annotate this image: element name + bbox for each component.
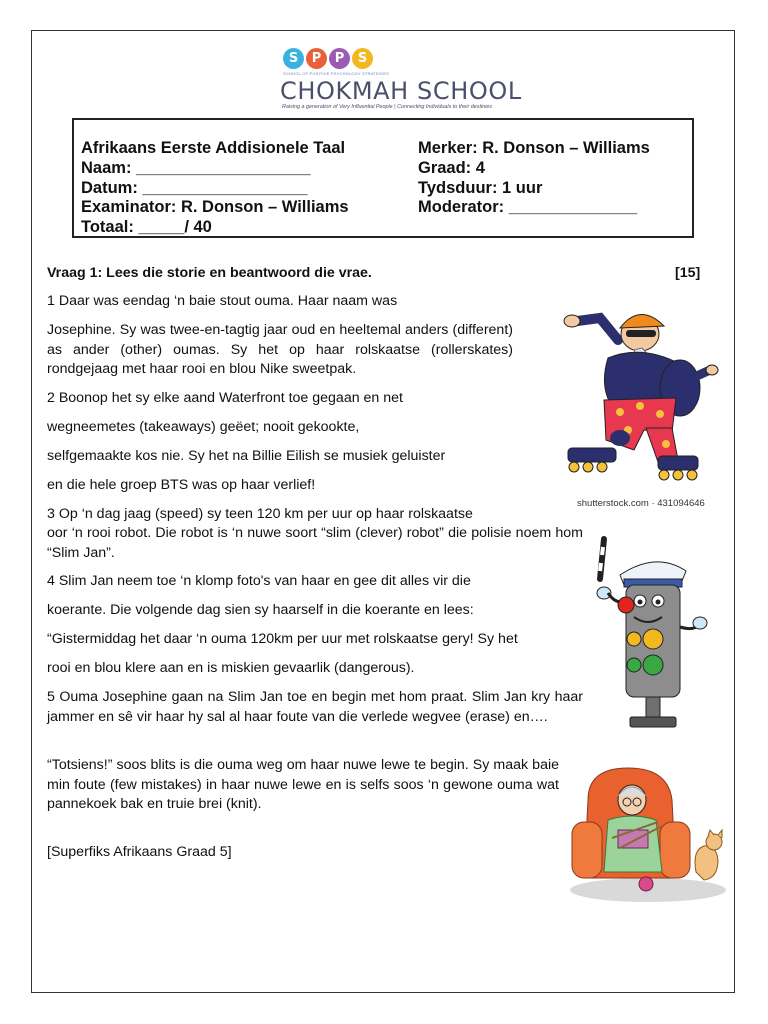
story-p5-block: 5 Ouma Josephine gaan na Slim Jan toe en begin met hom praat. Slim Jan kry haar jammer en sê vir haar hy sal al haar foute van die verlede wegvee (erase) en…. (47, 689, 583, 725)
logo-letter-4: S (352, 48, 373, 69)
knitting-granny-illustration (568, 760, 730, 905)
logo-small-text: SCHOOL OF POSITIVE PSYCHOLOGY STRATEGIES (283, 71, 390, 76)
roller-skating-granny-illustration (560, 300, 730, 490)
school-tagline: Raising a generation of Very Influential People | Connecting Individuals to their destinies (282, 104, 493, 110)
story-p1-line1: 1 Daar was eendag ‘n baie stout ouma. Haar naam was (47, 293, 398, 309)
traffic-light-robot-illustration (590, 535, 715, 730)
question-title: Vraag 1: Lees die storie en beantwoord die vrae. (47, 265, 372, 281)
image-credit: shutterstock.com · 431094646 (577, 498, 705, 509)
header-left-column (81, 139, 349, 238)
story-p3-line1: 3 Op ‘n dag jaag (speed) sy teen 120 km per uur op haar rolskaatse (47, 506, 473, 522)
moderator-field: Moderator: ______________ (418, 198, 638, 217)
story-p1-block: Josephine. Sy was twee-en-tagtig jaar oud en heeltemal anders (different) as ander (other) oumas. Sy het op haar rolskaatse (rollerskates) rondgejaag met haar rooi en blou Nike sweetpak. (47, 322, 513, 378)
story-p3-block: oor ‘n rooi robot. Die robot is ‘n nuwe soort “slim (clever) robot” die polisie noem hom “Slim Jan”. (47, 525, 583, 561)
duration-field: Tydsduur: 1 uur (418, 178, 543, 197)
exam-header-box (72, 118, 694, 238)
logo-letter-2: P (306, 48, 327, 69)
question-marks: [15] (675, 265, 701, 281)
school-logo (280, 48, 522, 112)
logo-letter-3: P (329, 48, 350, 69)
grade-field: Graad: 4 (418, 158, 485, 177)
story-p4-line2: koerante. Die volgende dag sien sy haarself in die koerante en lees: (47, 602, 474, 618)
story-p4-line1: 4 Slim Jan neem toe ‘n klomp foto's van haar en gee dit alles vir die (47, 573, 471, 589)
story-p6-block: “Totsiens!” soos blits is die ouma weg om haar nuwe lewe te begin. Sy maak baie min foute (few mistakes) in haar nuwe lewe en is selfs soos ‘n gewone ouma wat pannekoek bak en truie brei (knit). (47, 757, 559, 813)
story-p2-line3: selfgemaakte kos nie. Sy het na Billie Eilish se musiek geluister (47, 448, 446, 464)
name-field: Naam: ___________________ (81, 158, 311, 177)
header-right-column (418, 139, 650, 218)
date-field: Datum: __________________ (81, 178, 308, 197)
logo-letter-1: S (283, 48, 304, 69)
story-p2-line4: en die hele groep BTS was op haar verlief! (47, 477, 316, 493)
examiner-field: Examinator: R. Donson – Williams (81, 198, 349, 217)
story-source: [Superfiks Afrikaans Graad 5] (47, 844, 232, 860)
school-name: CHOKMAH SCHOOL (280, 77, 522, 105)
subject-title: Afrikaans Eerste Addisionele Taal (81, 139, 346, 157)
story-p4-line4: rooi en blou klere aan en is miskien gevaarlik (dangerous). (47, 660, 415, 676)
marker-field: Merker: R. Donson – Williams (418, 139, 650, 157)
logo-letters (283, 48, 375, 72)
story-p2-line1: 2 Boonop het sy elke aand Waterfront toe gegaan en net (47, 390, 403, 406)
story-p2-line2: wegneemetes (takeaways) geëet; nooit gekookte, (47, 419, 360, 435)
total-field: Totaal: _____/ 40 (81, 218, 212, 237)
story-p4-line3: “Gistermiddag het daar ‘n ouma 120km per uur met rolskaatse gery! Sy het (47, 631, 518, 647)
